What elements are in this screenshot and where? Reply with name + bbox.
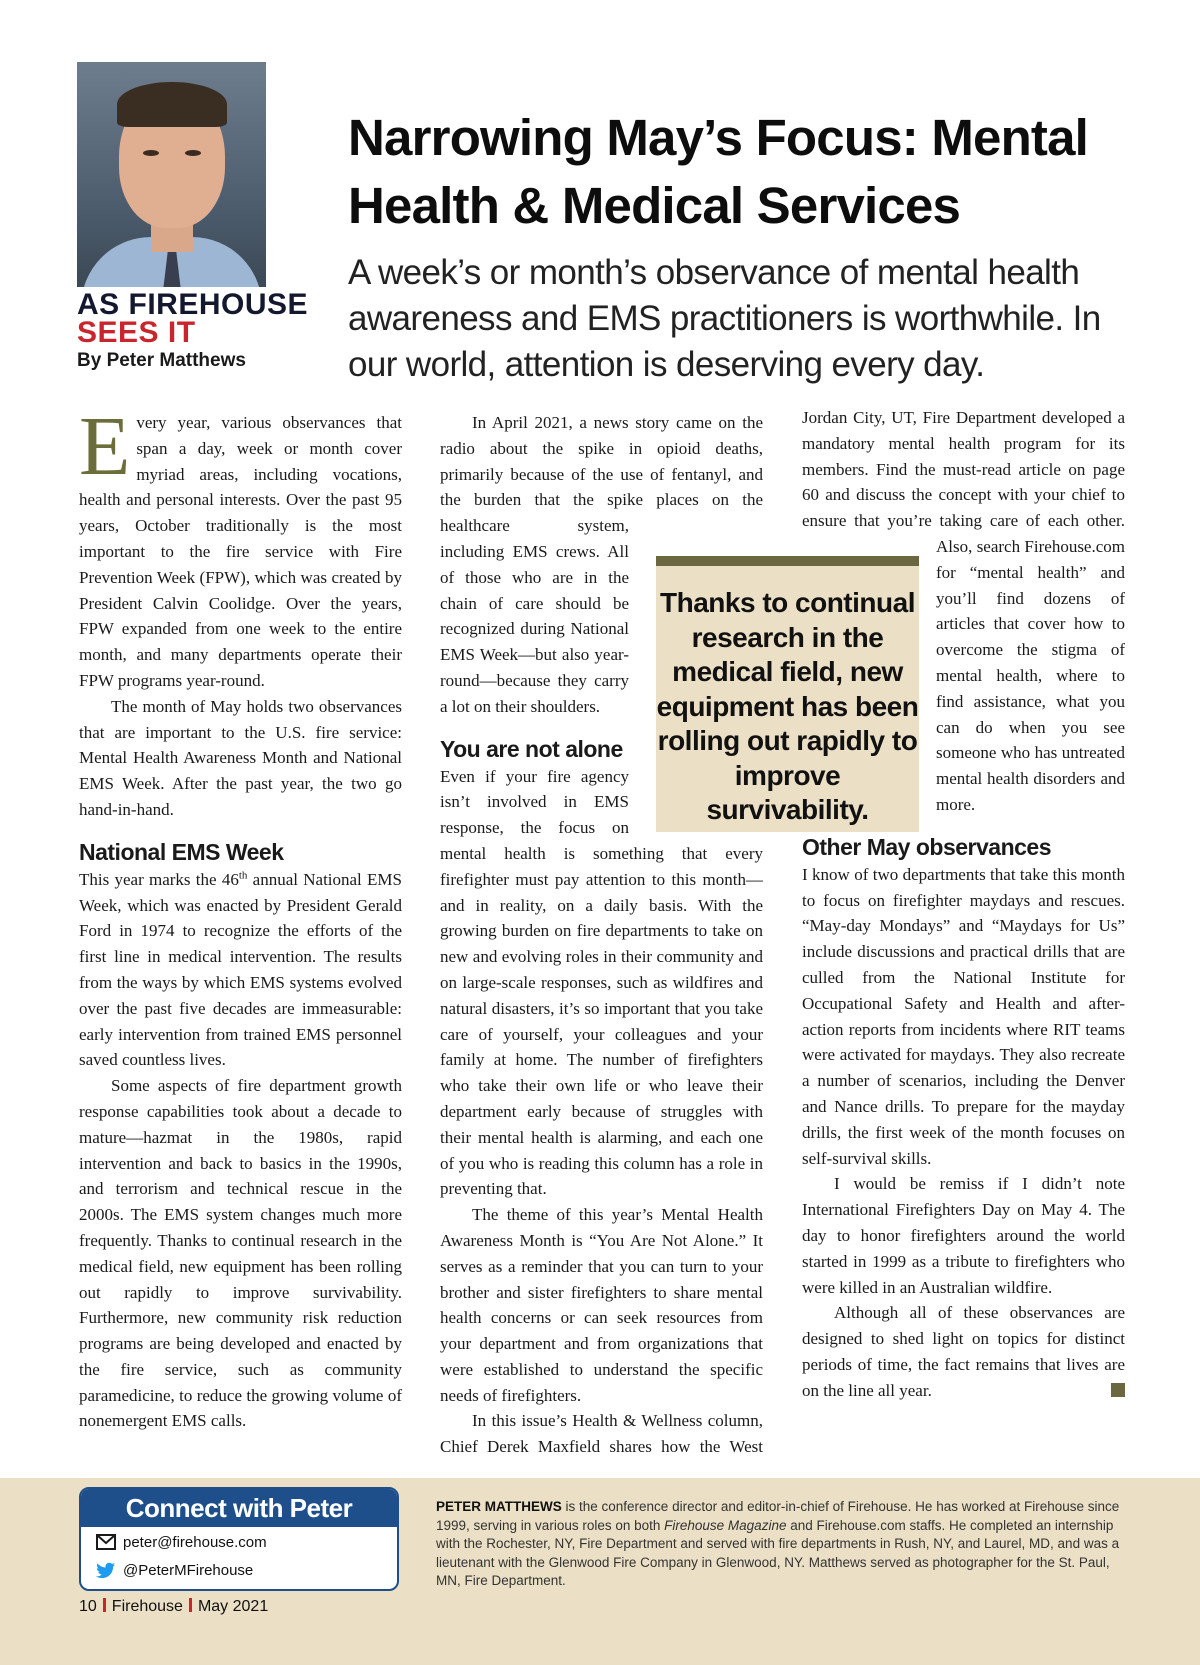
twitter-bird-icon bbox=[95, 1561, 117, 1579]
paragraph-final: Although all of these observances are designed to shed light on topics for distinct periods of time, the fact remains that lives are on the line all year. bbox=[802, 1303, 1125, 1400]
email-address[interactable]: peter@firehouse.com bbox=[123, 1533, 267, 1551]
paragraph-issue-cont: Jordan City, UT, Fire Department developed a mandatory mental health program for its members. Find the must-read article on page 60 and discuss the concept with your chief to ensure that you’re taking care of each other. Also, search Firehouse.com for “mental health” and you’ll find dozens of articles that cover how to overcome the stigma of mental health, where to find assistance, what you can do when you see someone who has untreated mental health disorders and more. bbox=[802, 410, 1125, 815]
pull-quote bbox=[656, 556, 919, 832]
paragraph-ems: This year marks the 46th annual National EMS Week, which was enacted by President Gerald Ford in 1974 to recognize the efforts of the first line in medical intervention. The results from the ways by which EMS systems evolved over the past five decades are immeasurable: early intervention from trained EMS personnel saved countless lives. bbox=[79, 869, 402, 1070]
twitter-handle[interactable]: @PeterMFirehouse bbox=[123, 1561, 254, 1579]
author-photo bbox=[77, 62, 266, 287]
column-label-line1: AS FIREHOUSE bbox=[77, 288, 309, 321]
paragraph-theme: The theme of this year’s Mental Health Awareness Month is “You Are Not Alone.” It serves as a reminder that you can turn to your brother and sister firefighters to share mental health concerns or can seek resources from your department and from organizations that were established to understand the specific needs of firefighters. bbox=[440, 1205, 763, 1405]
drop-cap: E bbox=[79, 400, 131, 493]
intro-paragraph: Every year, various observances that span a day, week or month cover myriad areas, including vocations, health and personal interests. Over the past 95 years, October traditionally is the most important to the fire service with Fire Prevention Week (FPW), which was created by President Calvin Coolidge. Over the years, FPW expanded from one week to the entire month, and many departments operate their FPW programs year-round. bbox=[79, 400, 402, 690]
body-column-1 bbox=[79, 400, 402, 1434]
twitter-link[interactable] bbox=[81, 1557, 397, 1583]
paragraph-april: In April 2021, a news story came on the radio about the spike in opioid deaths, primarily because of the use of fentanyl, and the burden that the spike places on the healthcare system, including EMS crews. All of those who are in the chain of care should be recognized during National EMS Week—but also year-round—because they carry a lot on their shoulders. bbox=[440, 413, 763, 716]
headline: Narrowing May’s Focus: Mental Health & Medical Services bbox=[348, 109, 1089, 234]
subhead-alone: You are not alone bbox=[440, 735, 623, 762]
end-mark-icon bbox=[1111, 1383, 1125, 1397]
issue-date: May 2021 bbox=[197, 1598, 269, 1615]
connect-title: Connect with Peter bbox=[81, 1489, 397, 1527]
paragraph-other: I know of two departments that take this month to focus on firefighter maydays and rescues. “May-day Mondays” and “Maydays for Us” include discussions and practical drills that are culled from the National Institute for Occupational Safety and Health and after-action reports from incidents where RIT teams were activated for maydays. They also recreate a number of scenarios, including the Denver and Nance drills. To prepare for the mayday drills, the first week of the month focuses on self-survival skills. bbox=[802, 864, 1125, 1168]
magazine-name: Firehouse bbox=[111, 1598, 183, 1615]
paragraph-growth: Some aspects of fire department growth response capabilities took about a decade to mature—hazmat in the 1980s, rapid intervention and back to basics in the 1990s, and terrorism and technical rescue in the 2000s. The EMS system changes much more frequently. Thanks to continual research in the medical field, new equipment has been rolling out rapidly to improve survivability. Furthermore, new community risk reduction programs are being developed and enacted by the fire service, such as community paramedicine, to reduce the growing volume of nonemergent EMS calls. bbox=[79, 1076, 402, 1431]
author-bio: PETER MATTHEWS is the conference director and editor-in-chief of Firehouse. He has worked at Firehouse since 1999, serving in various roles on both Firehouse Magazine and Firehouse.com staffs. He completed an internship with the Rochester, NY, Fire Department and served with fire departments in Rush, NY, and Laurel, MD, and was a lieutenant with the Glenwood Fire Company in Glenwood, NY. Matthews served as photographer for the St. Paul, MN, Fire Department. bbox=[436, 1499, 1120, 1588]
subhead-ems: National EMS Week bbox=[79, 838, 284, 865]
paragraph-intl: I would be remiss if I didn’t note International Firefighters Day on May 4. The day to honor firefighters around the world started in 1999 as a tribute to firefighters who were killed in an Australian wildfire. bbox=[802, 1174, 1125, 1297]
deck: A week’s or month’s observance of mental health awareness and EMS practitioners is worthwhile. In our world, attention is deserving every day. bbox=[348, 253, 1101, 384]
paragraph-may: The month of May holds two observances that are important to the U.S. fire service: Mental Health Awareness Month and National EMS Week. After the past year, the two go hand-in-hand. bbox=[79, 696, 402, 819]
paragraph-alone: Even if your fire agency isn’t involved in EMS response, the focus on mental health is something that every firefighter must pay attention to this month—and in reality, on a daily basis. With the growing burden on fire departments to take on new and evolving roles in their community and on large-scale responses, such as wildfires and natural disasters, it’s so important that you take care of yourself, your colleagues and your family at home. The number of firefighters who take their own life or who leave their department early because of struggles with their mental health is alarming, and each one of you who is reading this column has a role in preventing that. bbox=[440, 766, 763, 1199]
column-label bbox=[77, 290, 308, 348]
bio-name: PETER MATTHEWS bbox=[436, 1499, 562, 1514]
connect-box bbox=[79, 1487, 399, 1591]
page-folio bbox=[79, 1598, 268, 1616]
email-link[interactable] bbox=[81, 1529, 397, 1555]
envelope-icon bbox=[95, 1533, 117, 1551]
pull-quote-text: Thanks to continual research in the medical field, new equipment has been rolling out rapidly to improve survivability. bbox=[656, 587, 919, 825]
subhead-other: Other May observances bbox=[802, 833, 1052, 860]
page-number: 10 bbox=[79, 1598, 97, 1615]
byline: By Peter Matthews bbox=[77, 350, 246, 371]
column-label-line2: SEES IT bbox=[77, 316, 196, 349]
paragraph-issue: In this issue’s Health & Wellness column, Chief Derek Maxfield shares how the West bbox=[440, 1411, 763, 1457]
